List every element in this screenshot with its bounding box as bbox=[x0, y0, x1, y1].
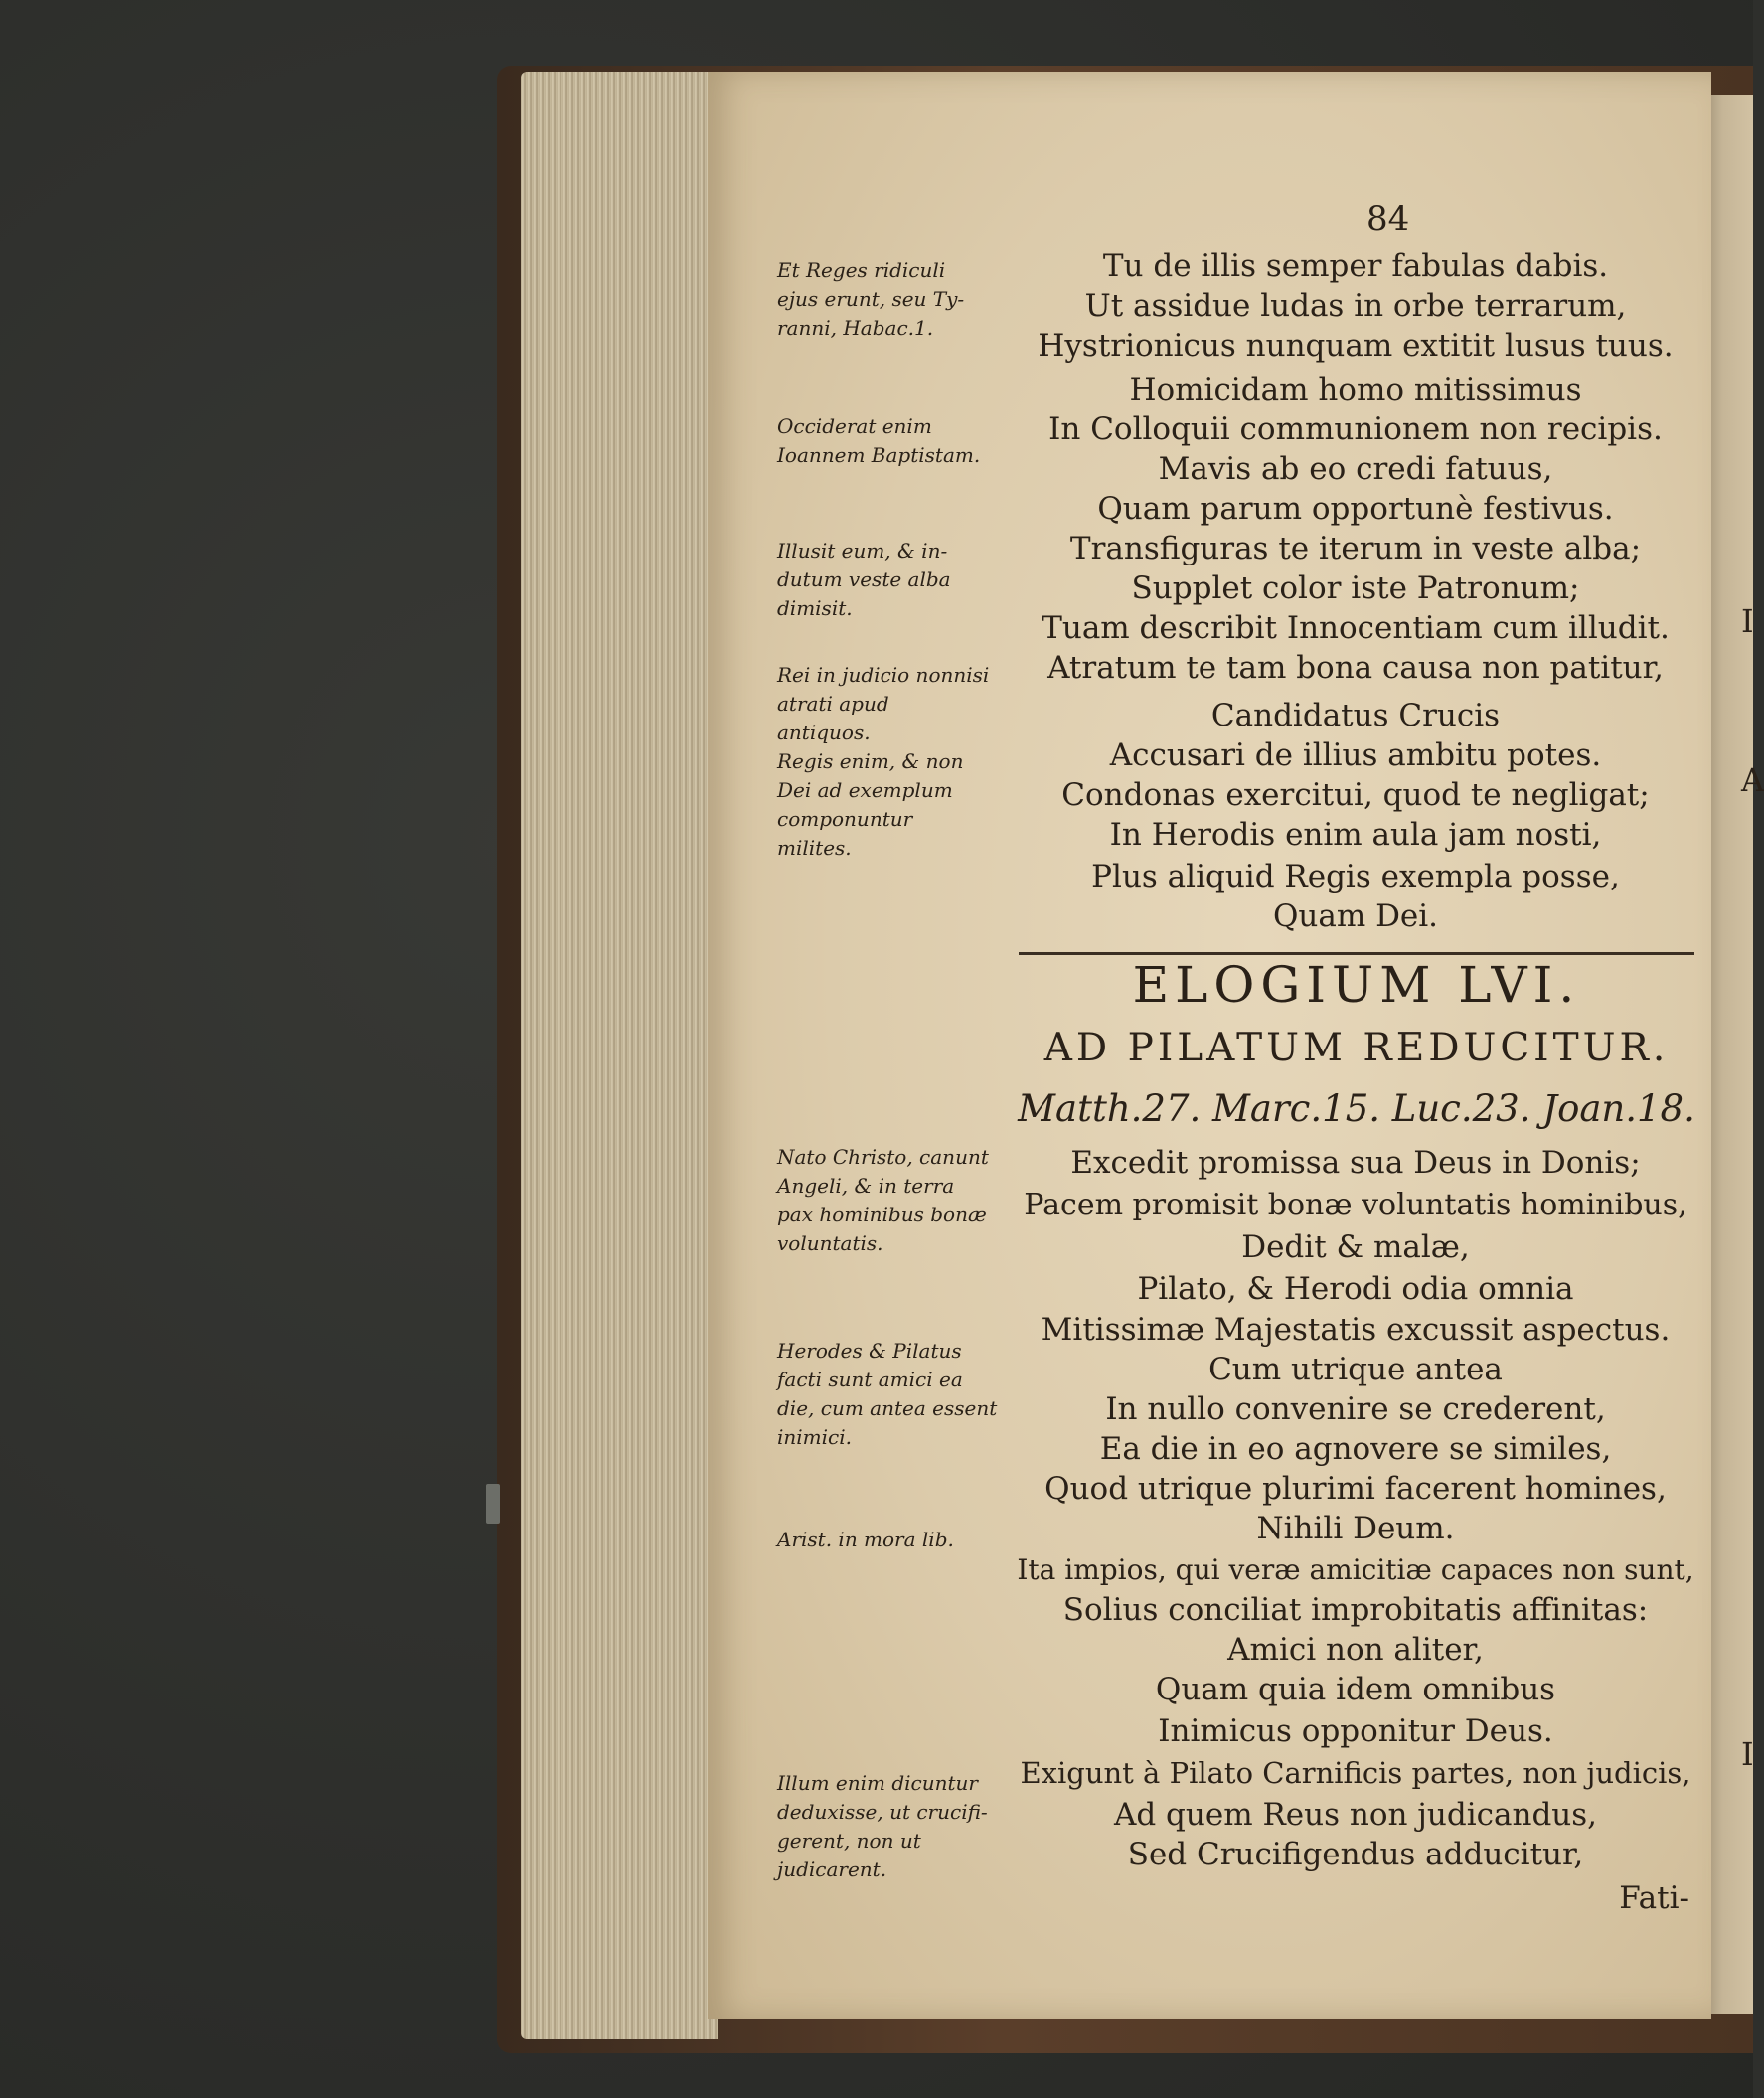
next-page-fragment: I bbox=[1741, 1735, 1754, 1773]
section-rule bbox=[1019, 952, 1694, 955]
next-page-fragment: A bbox=[1741, 761, 1764, 799]
verse-line: Candidatus Crucis bbox=[1210, 698, 1501, 733]
next-page-fragment: I bbox=[1741, 602, 1754, 640]
verse-line: Quod utrique plurimi facerent homines, bbox=[1044, 1471, 1667, 1507]
margin-note bbox=[777, 661, 1036, 863]
verse-line: Quam quia idem omnibus bbox=[1155, 1672, 1556, 1707]
margin-note-line: Rei in judicio nonnisi bbox=[777, 663, 990, 687]
verse-line: Pilato, & Herodi odia omnia bbox=[1137, 1271, 1574, 1307]
margin-note-line: voluntatis. bbox=[777, 1231, 883, 1255]
scripture-reference: Matth.27. Marc.15. Luc.23. Joan.18. bbox=[1018, 1087, 1695, 1130]
margin-note bbox=[777, 1143, 1036, 1258]
verse-line: Homicidam homo mitissimus bbox=[1129, 372, 1582, 407]
verse-line: Plus aliquid Regis exempla posse, bbox=[1091, 859, 1620, 894]
verse-line: Tu de illis semper fabulas dabis. bbox=[1102, 248, 1609, 284]
verse-line: Accusari de illius ambitu potes. bbox=[1109, 737, 1602, 773]
verse-line: In nullo convenire se crederent, bbox=[1105, 1391, 1606, 1427]
margin-note-line: Occiderat enim bbox=[777, 414, 932, 438]
verse-line: Ea die in eo agnovere se similes, bbox=[1099, 1431, 1612, 1467]
margin-note-line: deduxisse, ut crucifi- bbox=[777, 1800, 988, 1824]
verse-line: In Herodis enim aula jam nosti, bbox=[1109, 817, 1602, 853]
margin-note bbox=[777, 1337, 1036, 1452]
margin-note-line: judicarent. bbox=[777, 1857, 887, 1881]
margin-note-line: facti sunt amici ea bbox=[777, 1368, 963, 1391]
verse-line: Mitissimæ Majestatis excussit aspectus. bbox=[1041, 1312, 1671, 1348]
margin-note bbox=[777, 1526, 1036, 1554]
verse-line: In Colloquii communionem non recipis. bbox=[1048, 411, 1663, 447]
margin-note-line: antiquos. bbox=[777, 721, 871, 744]
margin-note-line: ejus erunt, seu Ty- bbox=[777, 287, 965, 311]
verse-line: Hystrionicus nunquam extitit lusus tuus. bbox=[1038, 328, 1674, 364]
elogium-title: ELOGIUM LVI. bbox=[1132, 956, 1581, 1014]
verse-line: Mavis ab eo credi fatuus, bbox=[1158, 451, 1553, 487]
verse-line: Pacem promisit bonæ voluntatis hominibus, bbox=[1024, 1188, 1687, 1222]
verse-line: Ita impios, qui veræ amicitiæ capaces non sunt, bbox=[1017, 1553, 1694, 1586]
clasp-icon bbox=[486, 1484, 500, 1524]
verse-line: Exigunt à Pilato Carnificis partes, non judicis, bbox=[1020, 1756, 1691, 1790]
margin-note-line: milites. bbox=[777, 836, 852, 860]
elogium-subtitle: AD PILATUM REDUCITUR. bbox=[1043, 1026, 1670, 1070]
page-edges bbox=[521, 72, 718, 2039]
margin-note-line: componuntur bbox=[777, 807, 913, 831]
verse-line: Supplet color iste Patronum; bbox=[1131, 570, 1580, 606]
verse-line: Atratum te tam bona causa non patitur, bbox=[1047, 650, 1664, 686]
margin-note-line: Et Reges ridiculi bbox=[777, 258, 946, 282]
verse-line: Amici non aliter, bbox=[1227, 1632, 1484, 1668]
margin-note-line: Angeli, & in terra bbox=[777, 1174, 955, 1198]
verse-line: Tuam describit Innocentiam cum illudit. bbox=[1042, 610, 1670, 646]
verse-line: Transfiguras te iterum in veste alba; bbox=[1069, 531, 1642, 566]
margin-note-line: Ioannem Baptistam. bbox=[777, 443, 981, 467]
margin-note-line: Illusit eum, & in- bbox=[777, 539, 948, 563]
margin-note bbox=[777, 256, 1036, 343]
margin-note-line: Illum enim dicuntur bbox=[777, 1771, 978, 1795]
margin-note bbox=[777, 537, 1036, 623]
margin-note-line: ranni, Habac.1. bbox=[777, 316, 934, 340]
verse-line: Quam parum opportunè festivus. bbox=[1097, 491, 1614, 527]
verse-line: Ut assidue ludas in orbe terrarum, bbox=[1084, 288, 1627, 324]
margin-note-line: gerent, non ut bbox=[777, 1829, 921, 1853]
margin-note-line: Arist. in mora lib. bbox=[777, 1528, 954, 1551]
margin-note bbox=[777, 412, 1036, 470]
verse-line: Dedit & malæ, bbox=[1241, 1229, 1470, 1265]
catchword: Fati- bbox=[1619, 1880, 1689, 1916]
margin-note-line: Dei ad exemplum bbox=[777, 778, 953, 802]
margin-note-line: atrati apud bbox=[777, 692, 889, 716]
margin-note-line: dimisit. bbox=[777, 596, 853, 620]
margin-note-line: Regis enim, & non bbox=[777, 749, 964, 773]
page-number: 84 bbox=[1366, 199, 1410, 239]
verse-line: Cum utrique antea bbox=[1208, 1352, 1503, 1387]
verse-line: Condonas exercitui, quod te negligat; bbox=[1061, 777, 1650, 813]
verse-line: Excedit promissa sua Deus in Donis; bbox=[1070, 1145, 1641, 1181]
margin-note bbox=[777, 1769, 1036, 1884]
margin-note-line: die, cum antea essent bbox=[777, 1396, 998, 1420]
verse-line: Sed Crucifigendus adducitur, bbox=[1127, 1837, 1584, 1872]
margin-note-line: Herodes & Pilatus bbox=[777, 1339, 962, 1363]
verse-line: Inimicus opponitur Deus. bbox=[1158, 1713, 1553, 1749]
verse-line: Ad quem Reus non judicandus, bbox=[1113, 1797, 1598, 1833]
verse-line: Quam Dei. bbox=[1272, 898, 1439, 934]
verse-line: Nihili Deum. bbox=[1256, 1511, 1455, 1546]
verse-line: Solius conciliat improbitatis affinitas: bbox=[1062, 1592, 1649, 1628]
margin-note-line: dutum veste alba bbox=[777, 567, 951, 591]
margin-note-line: pax hominibus bonæ bbox=[777, 1203, 987, 1226]
margin-note-line: inimici. bbox=[777, 1425, 852, 1449]
margin-note-line: Nato Christo, canunt bbox=[777, 1145, 989, 1169]
